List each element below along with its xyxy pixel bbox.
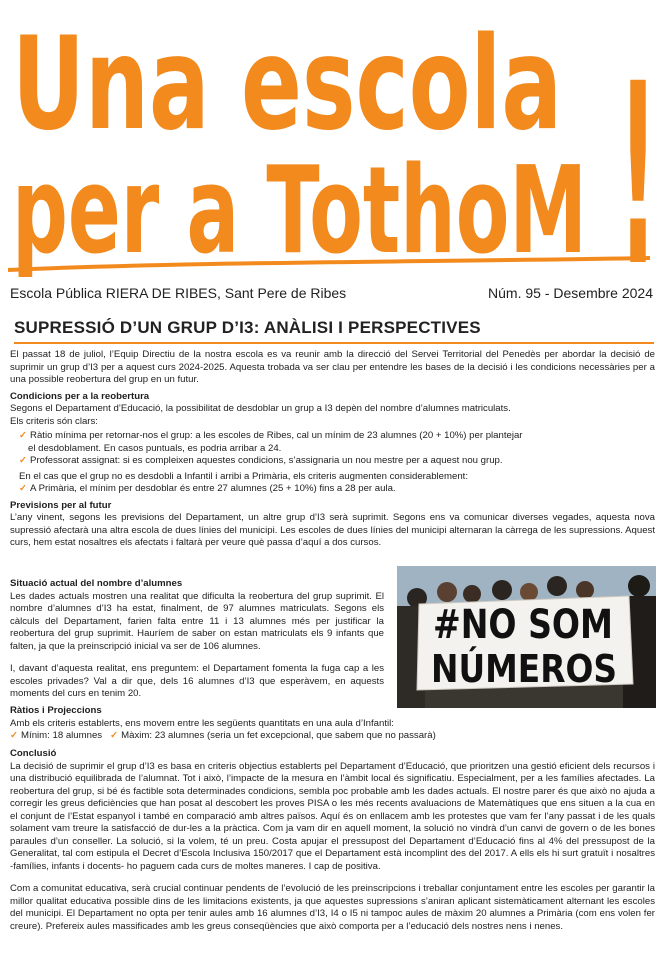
protest-photo-image — [397, 566, 656, 708]
checkmark-icon: ✓ — [19, 430, 28, 441]
checkmark-icon: ✓ — [19, 483, 28, 494]
article-body-upper — [10, 349, 655, 550]
article-body-conclusion — [10, 748, 655, 933]
checkmark-icon: ✓ — [19, 455, 28, 466]
article-body-left-column — [10, 578, 384, 701]
paragraph: En el cas que el grup no es desdobli a Infantil i arribi a Primària, els criteris augmenten considerablement: — [19, 470, 469, 482]
intro-paragraph: El passat 18 de juliol, l’Equip Directiu de la nostra escola es va reunir amb la direcció del Servei Territorial del Penedès per abordar la decisió de suprimir un grup d’I3 per a aquest curs 2024-2025. Aquesta trobada va ser clau per entendre les bases de la decisió i les condicions necessàries per a una possible reobertura del grup en un futur. — [10, 349, 655, 385]
section-heading: Situació actual del nombre d’alumnes — [10, 578, 183, 589]
paragraph: Com a comunitat educativa, serà crucial continuar pendents de l’evolució de les preinscripcions i treballar conjuntament entre les escoles per garantir la millor qualitat educativa possible dins de les limitacions existents, ja que aquestes supressions s’aniran aplicant sistemàticament alternant les escoles del municipi. El Departament no opta per tenir aules amb 16 alumnes d’I3, I4 o I5 ni tampoc aules de màxim 20 alumnes a Primària (com ens volen fer creure). Prefereix aules massificades amb les greus conseqüències que això comporta per a l’educació dels nostres nens i nenes. — [10, 883, 655, 932]
masthead — [0, 0, 663, 282]
banner-line2: NÚMEROS — [431, 647, 617, 691]
list-item: ✓ A Primària, el mínim per desdoblar és entre 27 alumnes (25 + 10%) fins a 28 per aula. — [19, 483, 396, 494]
paragraph: Amb els criteris establerts, ens movem entre les següents quantitats en una aula d’Infantil: — [10, 717, 394, 729]
ratio-min: Mínim: 18 alumnes — [21, 730, 103, 741]
section-heading: Condicions per a la reobertura — [10, 390, 150, 402]
paragraph: I, davant d’aquesta realitat, ens preguntem: el Departament fomenta la fuga cap a les escoles privades? Val a dir que, dels 16 alumnes d’I3 que esperàvem, en aquests moments del curs en tenim 20. — [10, 663, 384, 699]
checkmark-icon: ✓ — [10, 730, 19, 741]
masthead-line1: Una escola — [12, 10, 562, 159]
issue-number: Núm. 95 - Desembre 2024 — [488, 285, 653, 301]
paragraph: Els criteris són clars: — [10, 415, 98, 427]
paragraph: Segons el Departament d’Educació, la possibilitat de desdoblar un grup a I3 depèn del nombre d’alumnes matriculats. — [10, 403, 511, 414]
paragraph: L’any vinent, segons les previsions del Departament, un altre grup d’I3 serà suprimit. Segons ens va comunicar diverses vegades, aquesta nova supressió afectarà una altra escola de dues línies del municipi. Les escoles de dues línies del municipi alternaran la càrrega de les supressions. Aquest curs, hem estat nosaltres els afectats i faltarà per veure què passa d’aquí a dos cursos. — [10, 512, 655, 548]
ratio-max: Màxim: 23 alumnes (seria un fet excepcional, que sabem que no passarà) — [121, 730, 436, 741]
checkmark-icon: ✓ — [110, 730, 119, 741]
article-title: SUPRESSIÓ D’UN GRUP D’I3: ANÀLISI I PERSPECTIVES — [14, 318, 654, 344]
masthead-logo — [0, 0, 663, 282]
paragraph: Les dades actuals mostren una realitat que dificulta la reobertura del grup suprimit. El nombre d’alumnes d’I3 ha estat, finalment, de 97 alumnes matriculats. Segons els càlculs del Departament, farien falta entre 11 i 13 alumnes més per justificar la reobertura del grup suprimit. Hauríem de saber on estan matriculats els 9 infants que falten, ja que la preinscripció inicial va ser de 106 alumnes. — [10, 590, 384, 652]
school-name: Escola Pública RIERA DE RIBES, Sant Pere de Ribes — [10, 285, 347, 301]
section-heading: Conclusió — [10, 748, 57, 759]
masthead-exclamation: ! — [618, 30, 658, 282]
ratio-values — [10, 730, 655, 743]
subhead — [10, 285, 653, 303]
banner-line1: #NO SOM — [433, 602, 613, 648]
paragraph: La decisió de suprimir el grup d’I3 es basa en criteris objectius establerts pel Departament d’Educació, que prioritzen una gestió eficient dels recursos i una distribució equilibrada de l’alumnat. Tot i això, l’impacte de la mesura en l’àmbit local és significatiu. Especialment, per a les famílies afectades. La reobertura del grup, si bé és factible sota determinades condicions, sembla poc probable amb les dades actuals. El nostre parer és que això no ajuda a corregir les greus deficiències que han posat al descobert les proves PISA o les més recents avaluacions de Matemàtiques que ens situen a la cua en el conjunt de l’Estat espanyol i també en comparació amb altres països. Aquí és on enllacem amb les protestes que vam fer l’any passat i de les quals solament vam treure la satisfacció de dur-les a la pràctica. Com ja vam dir en aquell moment, la solució no vindrà d’un canvi de govern o de les bones paraules d’un conseller. La solució, si la volem, té un preu. Costa apujar el pressupost del Departament d’Educació fins al 4% del pressupost de la Generalitat, tal com estipula el Decret d’Escola Inclusiva 150/2017 que el Departament està incomplint des del 2017. A ells els hi surt gratuït i nosaltres -famílies, infants i docents- ho paguem cada curs de moltes maneres. I cap de positiva. — [10, 760, 655, 872]
section-heading: Previsions per al futur — [10, 499, 112, 511]
masthead-line2: per a TothoM — [12, 142, 587, 281]
protest-photo — [397, 566, 656, 708]
article-body-ratios — [10, 705, 655, 743]
list-item: ✓ Ràtio mínima per retornar-nos el grup: a les escoles de Ribes, cal un mínim de 23 alumnes (20 + 10%) per plantejar — [19, 430, 523, 441]
list-item-continuation: el desdoblament. En casos puntuals, es podria arribar a 24. — [28, 442, 282, 454]
list-item: ✓ Professorat assignat: si es compleixen aquestes condicions, s’assignaria un nou mestre per a aquest nou grup. — [19, 455, 503, 466]
section-heading: Ràtios i Projeccions — [10, 705, 102, 716]
